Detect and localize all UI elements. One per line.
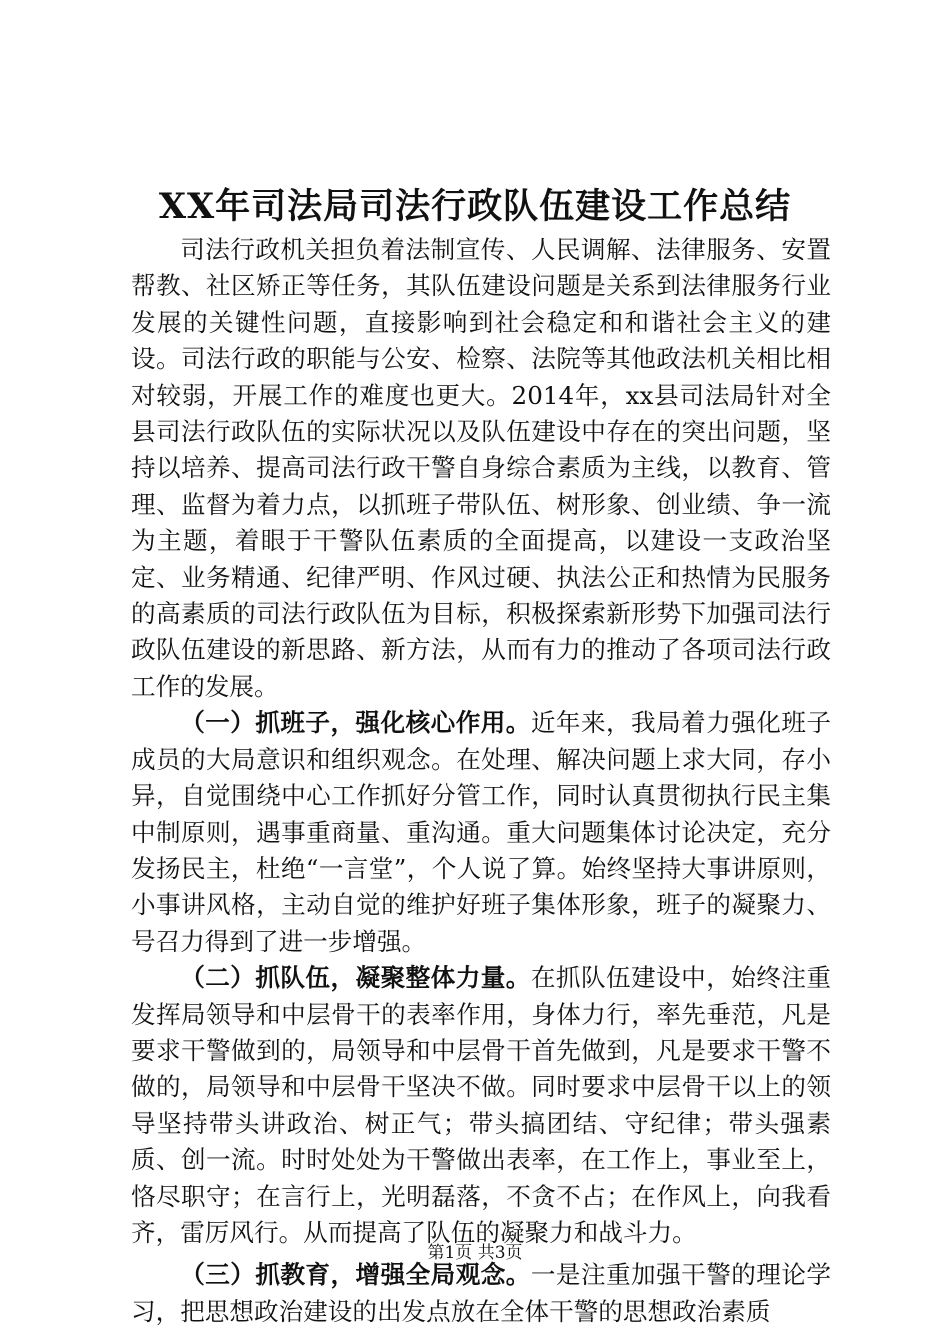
paragraph-section-1 — [131, 705, 831, 960]
document-title: XX年司法局司法行政队伍建设工作总结 — [158, 186, 792, 227]
document-body — [131, 232, 831, 1330]
section-3-heading: （三）抓教育，增强全局观念。 — [180, 1260, 531, 1290]
section-1-heading: （一）抓班子，强化核心作用。 — [180, 708, 531, 738]
paragraph-text: 一是注重加强干警的理论学习，把思想政治建设的出发点放在全体干警的思想政治素质 — [131, 1260, 831, 1326]
paragraph-intro — [131, 232, 831, 705]
paragraph-text: 司法行政机关担负着法制宣传、人民调解、法律服务、安置帮教、社区矫正等任务，其队伍建设问题是关系到法律服务行业发展的关键性问题，直接影响到社会稳定和和谐社会主义的建设。司法行政的职能与公安、检察、法院等其他政法机关相比相对较弱，开展工作的难度也更大。2014年，xx县司法局针对全县司法行政队伍的实际状况以及队伍建设中存在的突出问题，坚持以培养、提高司法行政干警自身综合素质为主线，以教育、管理、监督为着力点，以抓班子带队伍、树形象、创业绩、争一流为主题，着眼于干警队伍素质的全面提高，以建设一支政治坚定、业务精通、纪律严明、作风过硬、执法公正和热情为民服务的高素质的司法行政队伍为目标，积极探索新形势下加强司法行政队伍建设的新思路、新方法，从而有力的推动了各项司法行政工作的发展。 — [131, 235, 831, 701]
paragraph-section-3 — [131, 1257, 831, 1330]
paragraph-section-2 — [131, 960, 831, 1251]
page-number-footer: 第1页 共3页 — [427, 1243, 523, 1263]
paragraph-text: 近年来，我局着力强化班子成员的大局意识和组织观念。在处理、解决问题上求大同，存小异，自觉围绕中心工作抓好分管工作，同时认真贯彻执行民主集中制原则，遇事重商量、重沟通。重大问题集体讨论决定，充分发扬民主，杜绝“一言堂”，个人说了算。始终坚持大事讲原则，小事讲风格，主动自觉的维护好班子集体形象，班子的凝聚力、号召力得到了进一步增强。 — [131, 708, 831, 956]
section-2-heading: （二）抓队伍，凝聚整体力量。 — [180, 963, 531, 993]
paragraph-text: 在抓队伍建设中，始终注重发挥局领导和中层骨干的表率作用，身体力行，率先垂范，凡是要求干警做到的，局领导和中层骨干首先做到，凡是要求干警不做的，局领导和中层骨干坚决不做。同时要求中层骨干以上的领导坚持带头讲政治、树正气；带头搞团结、守纪律；带头强素质、创一流。时时处处为干警做出表率，在工作上，事业至上，恪尽职守；在言行上，光明磊落，不贪不占；在作风上，向我看齐，雷厉风行。从而提高了队伍的凝聚力和战斗力。 — [131, 963, 831, 1247]
